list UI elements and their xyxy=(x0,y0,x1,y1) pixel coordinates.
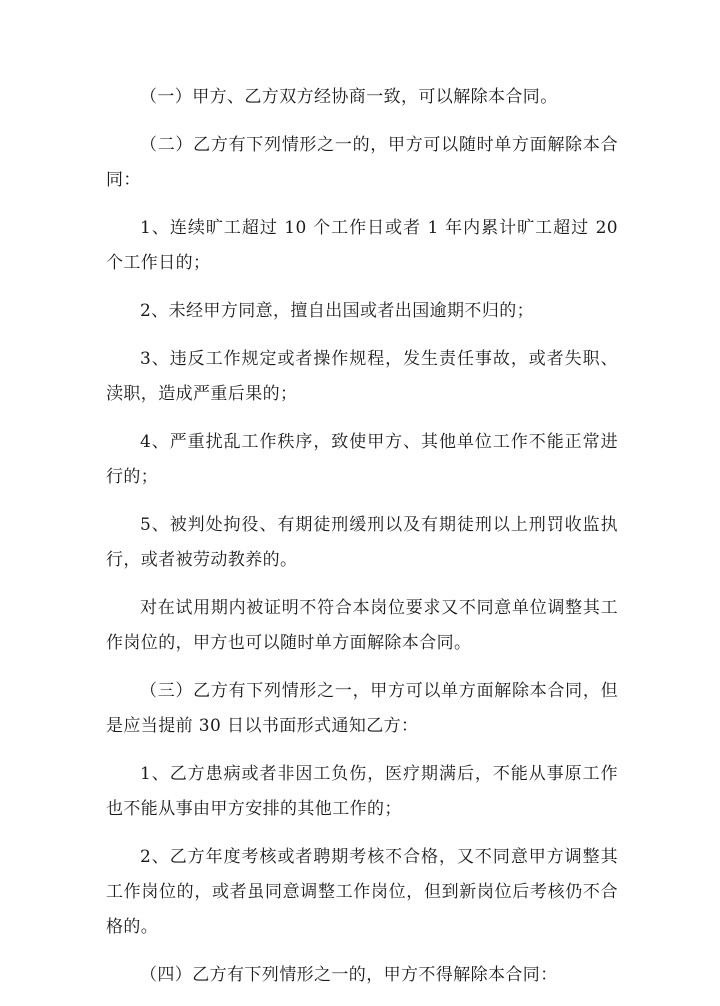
paragraph-item-1: 1、连续旷工超过 10 个工作日或者 1 年内累计旷工超过 20 个工作日的； xyxy=(106,218,618,273)
paragraph-clause-2: （二）乙方有下列情形之一的，甲方可以随时单方面解除本合同： xyxy=(106,135,618,190)
paragraph-item-5: 5、被判处拘役、有期徒刑缓刑以及有期徒刑以上刑罚收监执行，或者被劳动教养的。 xyxy=(106,515,618,570)
paragraph-clause-3: （三）乙方有下列情形之一，甲方可以单方面解除本合同，但是应当提前 30 日以书面形式通知乙方： xyxy=(106,681,618,736)
paragraph-probation: 对在试用期内被证明不符合本岗位要求又不同意单位调整其工作岗位的，甲方也可以随时单方面解除本合同。 xyxy=(106,598,618,653)
paragraph-item-2: 2、未经甲方同意，擅自出国或者出国逾期不归的； xyxy=(140,301,535,321)
paragraph-clause-1: （一）甲方、乙方双方经协商一致，可以解除本合同。 xyxy=(140,87,558,107)
paragraph-clause-4: （四）乙方有下列情形之一的，甲方不得解除本合同： xyxy=(140,965,558,985)
paragraph-clause-3-item-1: 1、乙方患病或者非因工负伤，医疗期满后，不能从事原工作也不能从事由甲方安排的其他工作的； xyxy=(106,764,618,819)
document-body xyxy=(106,80,618,1006)
paragraph-item-4: 4、严重扰乱工作秩序，致使甲方、其他单位工作不能正常进行的； xyxy=(106,432,618,487)
paragraph-clause-3-item-2: 2、乙方年度考核或者聘期考核不合格，又不同意甲方调整其工作岗位的，或者虽同意调整工作岗位，但到新岗位后考核仍不合格的。 xyxy=(106,847,618,937)
paragraph-item-3: 3、违反工作规定或者操作规程，发生责任事故，或者失职、渎职，造成严重后果的； xyxy=(106,349,618,404)
